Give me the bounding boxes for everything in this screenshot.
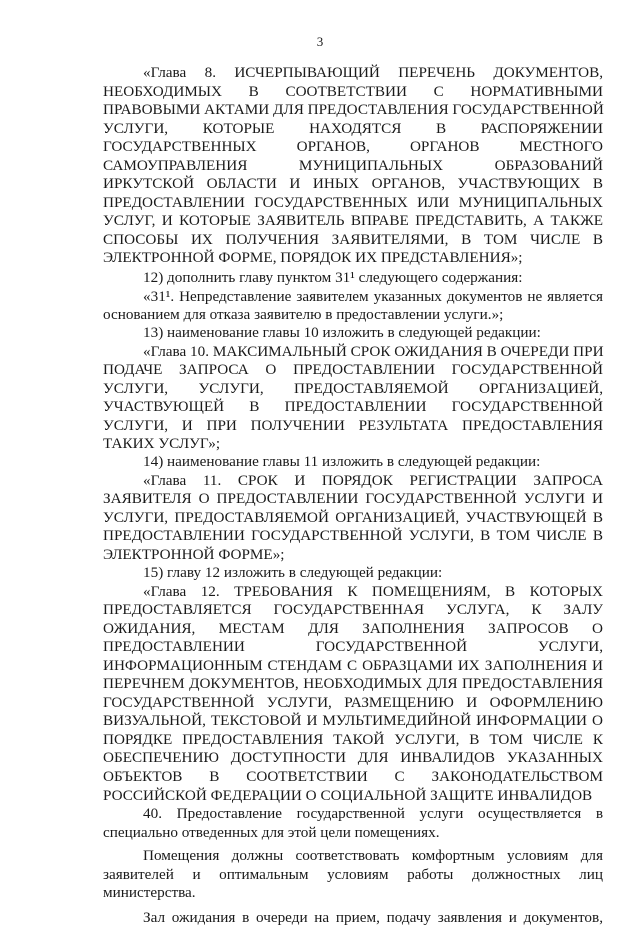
text-line: УЧАСТВУЮЩЕЙ В ПРЕДОСТАВЛЕНИИ ГОСУДАРСТВЕННОЙ — [103, 398, 603, 416]
text-line: ОБЪЕКТОВ В СООТВЕТСТВИИ С ЗАКОНОДАТЕЛЬСТВОМ — [103, 768, 603, 786]
text-line: УСЛУГИ, КОТОРЫЕ НАХОДЯТСЯ В РАСПОРЯЖЕНИИ — [103, 119, 603, 137]
text-line: ТАКИХ УСЛУГ»; — [103, 435, 221, 453]
paragraph-item-12 — [103, 269, 603, 325]
text-line: РОССИЙСКОЙ ФЕДЕРАЦИИ О СОЦИАЛЬНОЙ ЗАЩИТЕ ИНВАЛИДОВ — [103, 786, 593, 804]
paragraph-40 — [103, 805, 603, 927]
text-line: ПРЕДОСТАВЛЯЕТСЯ ГОСУДАРСТВЕННАЯ УСЛУГА, К ЗАЛУ — [103, 601, 603, 619]
text-line: заявителей и оптимальным условиям работы должностных лиц — [103, 865, 603, 883]
text-line: УСЛУГИ, ПРЕДОСТАВЛЯЕМОЙ ОРГАНИЗАЦИЕЙ, УЧАСТВУЮЩЕЙ В — [103, 508, 603, 526]
text-line: министерства. — [103, 884, 196, 902]
text-line: ПРАВОВЫМИ АКТАМИ ДЛЯ ПРЕДОСТАВЛЕНИЯ ГОСУДАРСТВЕННОЙ — [103, 101, 604, 119]
text-line: ИНФОРМАЦИОННЫМ СТЕНДАМ С ОБРАЗЦАМИ ИХ ЗАПОЛНЕНИЯ И — [103, 656, 603, 674]
text-line: Помещения должны соответствовать комфортным условиям для — [143, 847, 603, 865]
text-line: 14) наименование главы 11 изложить в следующей редакции: — [143, 453, 541, 470]
text-line: ГОСУДАРСТВЕННОЙ УСЛУГИ, РАЗМЕЩЕНИЮ И ОФОРМЛЕНИЮ — [103, 693, 603, 711]
text-line: «Глава 8. ИСЧЕРПЫВАЮЩИЙ ПЕРЕЧЕНЬ ДОКУМЕНТОВ, — [143, 64, 603, 81]
page-number: 3 — [316, 34, 324, 49]
text-line: УСЛУГИ, И ПРИ ПОЛУЧЕНИИ РЕЗУЛЬТАТА ПРЕДОСТАВЛЕНИЯ — [103, 416, 603, 434]
paragraph-item-15 — [103, 564, 603, 805]
text-line: ЗАЯВИТЕЛЯ О ПРЕДОСТАВЛЕНИИ ГОСУДАРСТВЕННОЙ УСЛУГИ И — [103, 490, 603, 508]
text-line: СПОСОБЫ ИХ ПОЛУЧЕНИЯ ЗАЯВИТЕЛЯМИ, В ТОМ ЧИСЛЕ В — [103, 230, 603, 248]
text-line: основанием для отказа заявителю в предоставлении услуги.»; — [103, 306, 504, 324]
paragraph-item-14 — [103, 453, 603, 564]
text-line: 15) главу 12 изложить в следующей редакции: — [143, 564, 443, 581]
text-line: Зал ожидания в очереди на прием, подачу заявления и документов, — [143, 908, 603, 926]
text-line: ОЖИДАНИЯ, МЕСТАМ ДЛЯ ЗАПОЛНЕНИЯ ЗАПРОСОВ О — [103, 619, 603, 637]
text-line: ПРЕДОСТАВЛЕНИИ ГОСУДАРСТВЕННОЙ УСЛУГИ, В ТОМ ЧИСЛЕ В — [103, 527, 603, 545]
text-line: «Глава 12. ТРЕБОВАНИЯ К ПОМЕЩЕНИЯМ, В КОТОРЫХ — [143, 582, 603, 600]
text-line: специально отведенных для этой цели помещениях. — [103, 823, 440, 841]
text-line: УСЛУГИ, УСЛУГИ, ПРЕДОСТАВЛЯЕМОЙ ОРГАНИЗАЦИЕЙ, — [103, 379, 603, 397]
text-line: 12) дополнить главу пунктом 31¹ следующего содержания: — [143, 269, 523, 286]
text-line: ИРКУТСКОЙ ОБЛАСТИ И ИНЫХ ОРГАНОВ, УЧАСТВУЮЩИХ В — [103, 175, 603, 193]
text-line: САМОУПРАВЛЕНИЯ МУНИЦИПАЛЬНЫХ ОБРАЗОВАНИЙ — [103, 156, 603, 174]
text-line: ПОДАЧЕ ЗАПРОСА О ПРЕДОСТАВЛЕНИИ ГОСУДАРСТВЕННОЙ — [103, 361, 603, 379]
text-line: 40. Предоставление государственной услуги осуществляется в — [143, 805, 603, 822]
text-line: ЭЛЕКТРОННОЙ ФОРМЕ»; — [103, 545, 285, 563]
text-line: ПРЕДОСТАВЛЕНИИ ГОСУДАРСТВЕННЫХ ИЛИ МУНИЦИПАЛЬНЫХ — [103, 193, 603, 211]
text-line: ЭЛЕКТРОННОЙ ФОРМЕ, ПОРЯДОК ИХ ПРЕДСТАВЛЕНИЯ»; — [103, 249, 523, 267]
text-line: «Глава 11. СРОК И ПОРЯДОК РЕГИСТРАЦИИ ЗАПРОСА — [143, 471, 603, 489]
text-line: ПОРЯДКЕ ПРЕДОСТАВЛЕНИЯ ТАКОЙ УСЛУГИ, В ТОМ ЧИСЛЕ К — [103, 730, 603, 748]
text-line: ОБЕСПЕЧЕНИЮ ДОСТУПНОСТИ ДЛЯ ИНВАЛИДОВ УКАЗАННЫХ — [103, 749, 603, 767]
text-line: ПРЕДОСТАВЛЕНИИ ГОСУДАРСТВЕННОЙ УСЛУГИ, — [103, 638, 603, 656]
paragraph-item-13 — [103, 324, 603, 454]
text-line: «Глава 10. МАКСИМАЛЬНЫЙ СРОК ОЖИДАНИЯ В ОЧЕРЕДИ ПРИ — [143, 342, 604, 360]
text-line: ГОСУДАРСТВЕННЫХ ОРГАНОВ, ОРГАНОВ МЕСТНОГО — [103, 138, 603, 156]
text-line: НЕОБХОДИМЫХ В СООТВЕТСТВИИ С НОРМАТИВНЫМИ — [103, 82, 603, 100]
text-line: 13) наименование главы 10 изложить в следующей редакции: — [143, 324, 541, 341]
heading-chapter-8 — [103, 64, 603, 268]
text-line: ПЕРЕЧНЕМ ДОКУМЕНТОВ, НЕОБХОДИМЫХ ДЛЯ ПРЕДОСТАВЛЕНИЯ — [103, 675, 603, 693]
text-line: ВИЗУАЛЬНОЙ, ТЕКСТОВОЙ И МУЛЬТИМЕДИЙНОЙ ИНФОРМАЦИИ О — [103, 712, 603, 730]
text-line: «31¹. Непредставление заявителем указанных документов не является — [143, 287, 603, 305]
text-line: УСЛУГ, И КОТОРЫЕ ЗАЯВИТЕЛЬ ВПРАВЕ ПРЕДСТАВИТЬ, А ТАКЖЕ — [103, 212, 603, 230]
